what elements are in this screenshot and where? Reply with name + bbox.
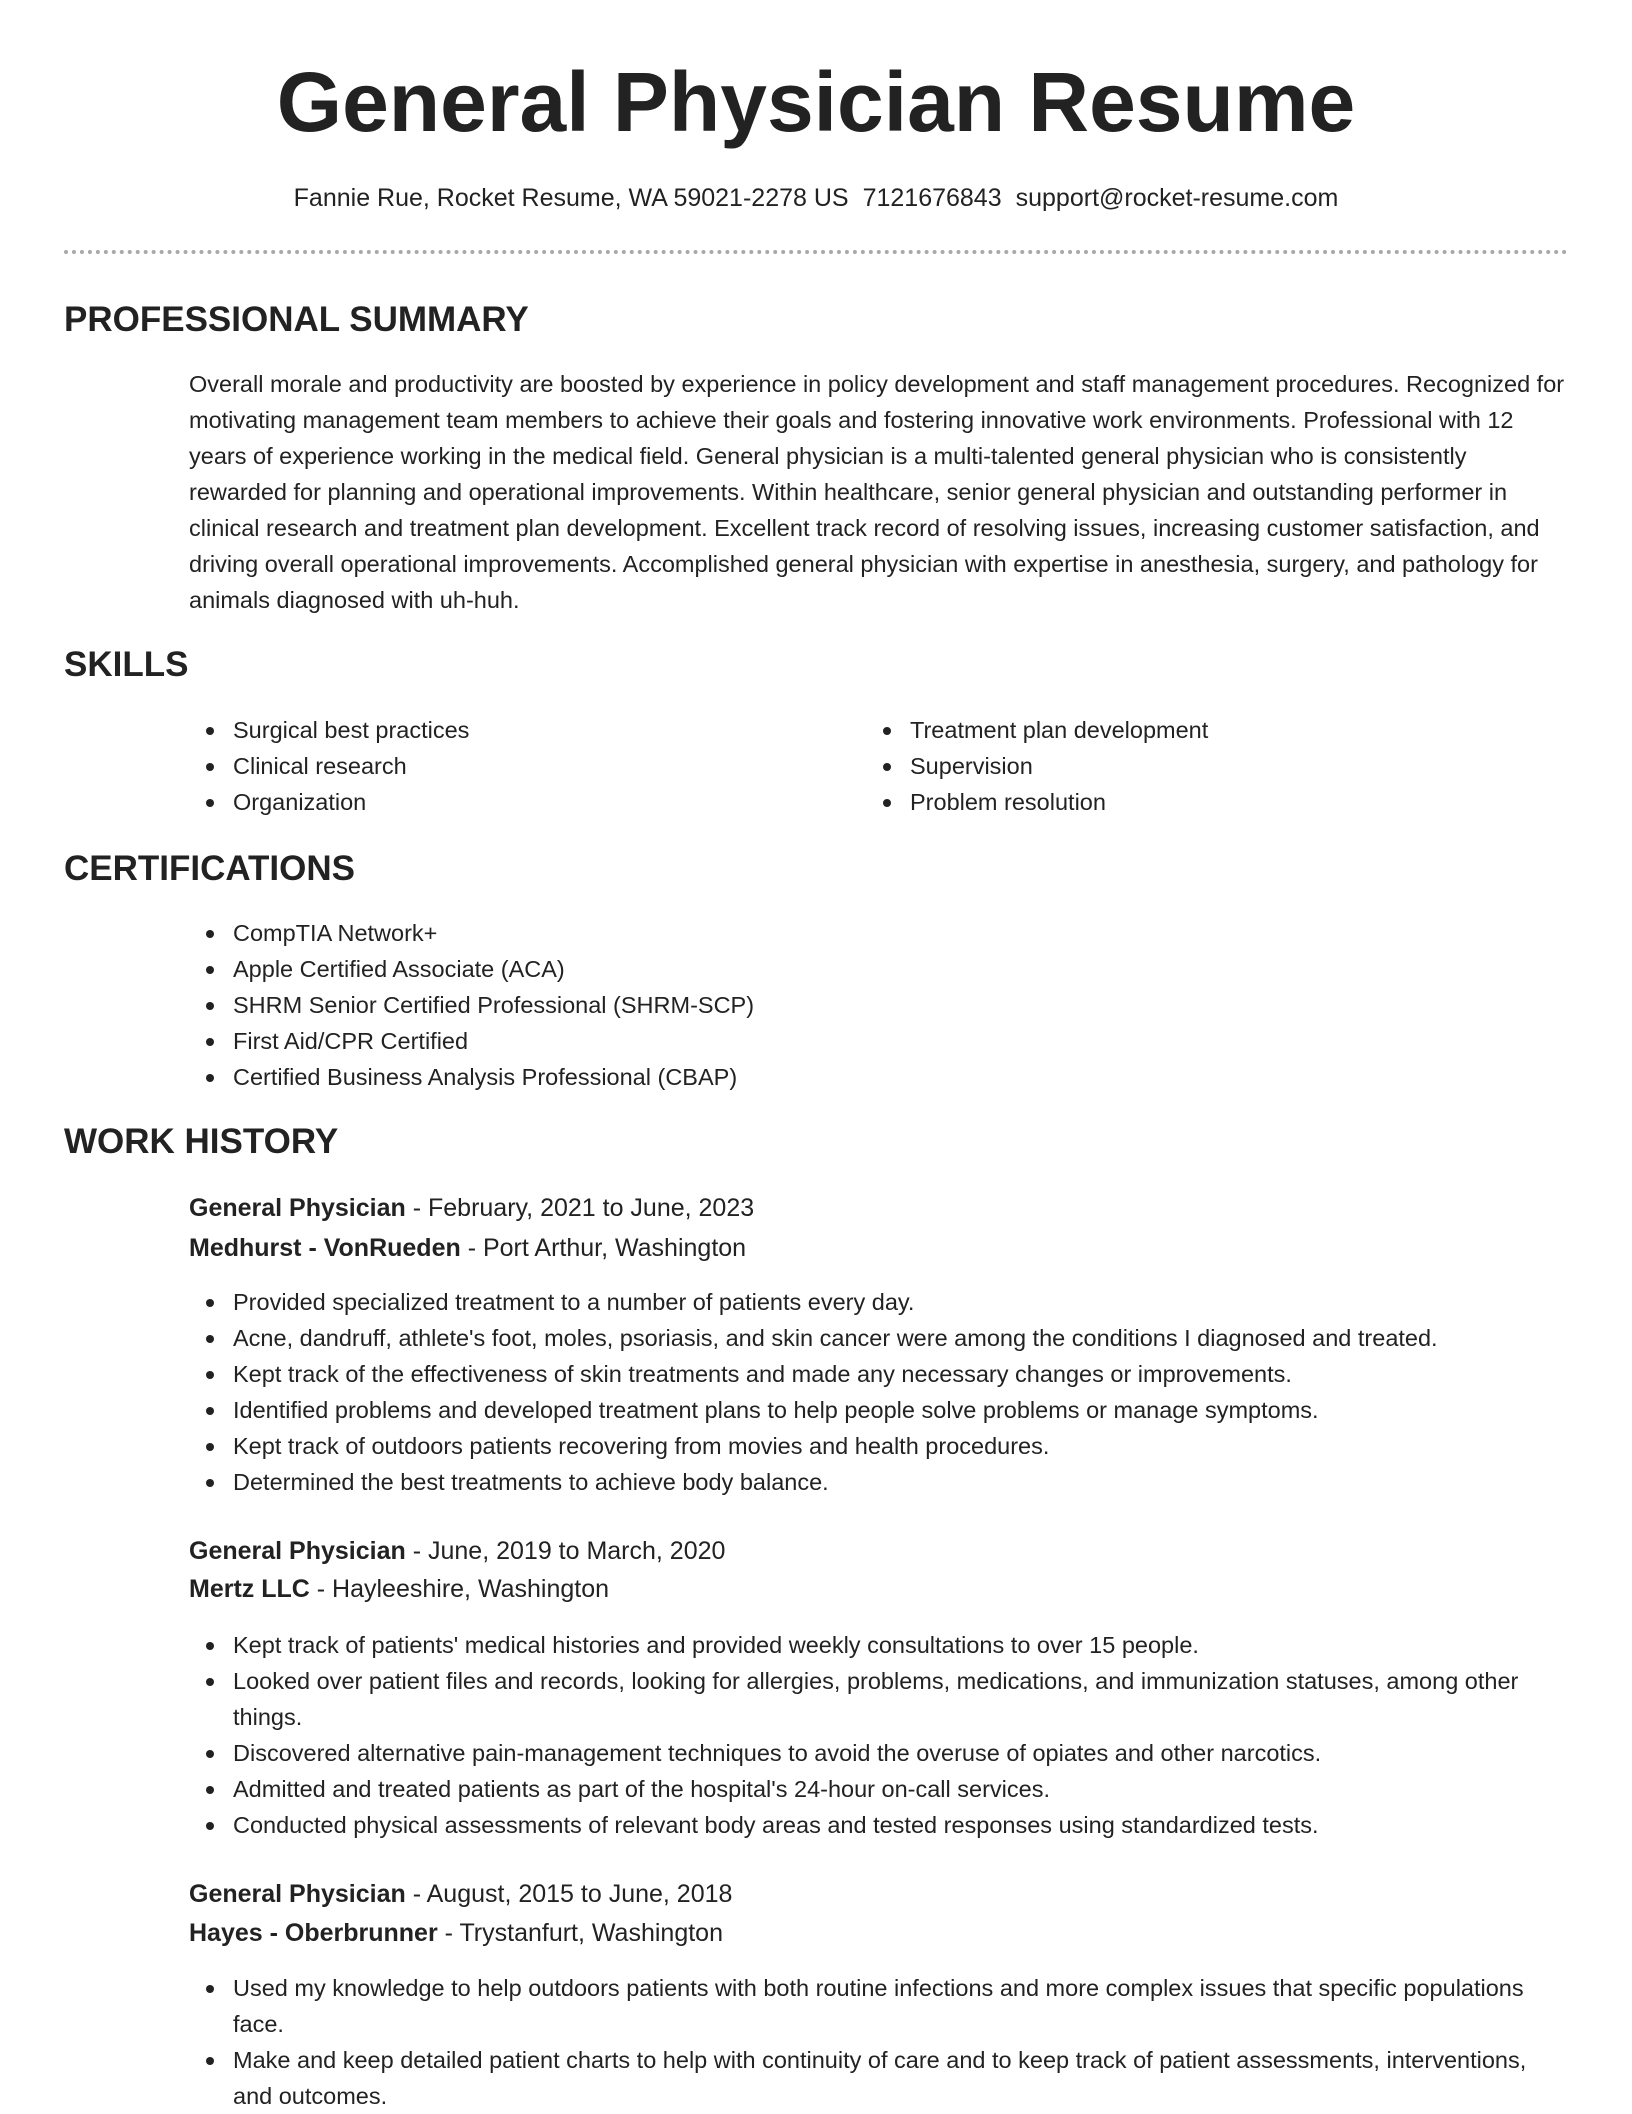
- job-role: General Physician: [189, 1537, 406, 1565]
- bullet-dot: [206, 1074, 214, 1082]
- bullet-dot: [206, 727, 214, 735]
- job-bullet: [189, 1771, 1569, 1807]
- bullet-dot: [206, 1002, 214, 1010]
- job-bullet: [189, 1392, 1569, 1428]
- job-bullet-text: Admitted and treated patients as part of the hospital's 24-hour on-call services.: [233, 1776, 1050, 1802]
- job-company-line: [189, 1230, 746, 1266]
- job-bullet-text: Looked over patient files and records, looking for allergies, problems, medications, and immunization statuses, among other things.: [233, 1668, 1519, 1730]
- bullet-dot: [206, 1371, 214, 1379]
- skill-label: Organization: [233, 789, 367, 815]
- summary-text: Overall morale and productivity are boosted by experience in policy development and staff management procedures. Recognized for motivating management team members to achieve their goals and fostering innovative work environments. Professional with 12 years of experience working in the medical field. General physician is a multi-talented general physician who is consistently rewarded for planning and operational improvements. Within healthcare, senior general physician and outstanding performer in clinical research and treatment plan development. Excellent track record of resolving issues, increasing customer satisfaction, and driving overall operational improvements. Accomplished general physician with expertise in anesthesia, surgery, and pathology for animals diagnosed with uh-huh.: [189, 371, 1565, 613]
- skill-label: Surgical best practices: [233, 717, 470, 743]
- job-bullet: [189, 1627, 1569, 1663]
- page-title: General Physician Resume: [276, 55, 1356, 149]
- job-bullet: [189, 1428, 1569, 1464]
- job-company: Medhurst - VonRueden: [189, 1234, 461, 1262]
- bullet-dot: [206, 966, 214, 974]
- bullet-dot: [206, 1443, 214, 1451]
- certification-item: [189, 1023, 1569, 1059]
- job-dates: - June, 2019 to March, 2020: [405, 1537, 726, 1565]
- job-role: General Physician: [189, 1194, 406, 1222]
- contact-email: support@rocket-resume.com: [1015, 184, 1339, 212]
- bullet-dot: [206, 799, 214, 807]
- job-bullets: [189, 1627, 1569, 1843]
- job-bullet: [189, 1970, 1569, 2042]
- certification-item: [189, 1059, 1569, 1095]
- job-bullet: [189, 1464, 1569, 1500]
- certification-label: CompTIA Network+: [233, 920, 438, 946]
- bullet-dot: [206, 2057, 214, 2065]
- job-company: Mertz LLC: [189, 1575, 310, 1603]
- certification-item: [189, 987, 1569, 1023]
- skill-item: [189, 748, 789, 784]
- bullet-dot: [206, 930, 214, 938]
- contact-line: [0, 180, 1632, 216]
- bullet-dot: [883, 727, 891, 735]
- skill-item: [866, 748, 1466, 784]
- job-location: - Port Arthur, Washington: [460, 1234, 747, 1262]
- job-location: - Trystanfurt, Washington: [437, 1919, 723, 1947]
- job-bullet-text: Acne, dandruff, athlete's foot, moles, psoriasis, and skin cancer were among the conditions I diagnosed and treated.: [233, 1325, 1438, 1351]
- skills-list-right: [866, 712, 1466, 820]
- bullet-dot: [206, 1786, 214, 1794]
- job-bullet-text: Used my knowledge to help outdoors patients with both routine infections and more complex issues that specific populations face.: [233, 1975, 1524, 2037]
- skills-heading: SKILLS: [64, 645, 189, 684]
- job-title-line: [189, 1533, 725, 1569]
- header-divider: [64, 250, 1568, 254]
- summary-heading: PROFESSIONAL SUMMARY: [64, 300, 529, 339]
- bullet-dot: [206, 1750, 214, 1758]
- skill-item: [189, 784, 789, 820]
- job-bullet-text: Discovered alternative pain-management techniques to avoid the overuse of opiates and other narcotics.: [233, 1740, 1322, 1766]
- job-bullet-text: Provided specialized treatment to a number of patients every day.: [233, 1289, 915, 1315]
- job-bullet: [189, 2042, 1569, 2114]
- job-bullet: [189, 1284, 1569, 1320]
- work-history-heading: WORK HISTORY: [64, 1122, 339, 1161]
- job-bullet-text: Make and keep detailed patient charts to help with continuity of care and to keep track of patient assessments, interventions, and outcomes.: [233, 2047, 1527, 2109]
- certification-label: Apple Certified Associate (ACA): [233, 956, 565, 982]
- certification-item: [189, 915, 1569, 951]
- certifications-list: [189, 915, 1569, 1095]
- job-bullet: [189, 1663, 1569, 1735]
- bullet-dot: [206, 763, 214, 771]
- job-location: - Hayleeshire, Washington: [309, 1575, 610, 1603]
- bullet-dot: [883, 799, 891, 807]
- job-bullet-text: Identified problems and developed treatment plans to help people solve problems or manage symptoms.: [233, 1397, 1319, 1423]
- job-bullets: [189, 1284, 1569, 1500]
- skill-label: Clinical research: [233, 753, 407, 779]
- certification-label: First Aid/CPR Certified: [233, 1028, 469, 1054]
- bullet-dot: [206, 1642, 214, 1650]
- certification-label: SHRM Senior Certified Professional (SHRM-SCP): [233, 992, 755, 1018]
- skill-item: [189, 712, 789, 748]
- job-bullet: [189, 1356, 1569, 1392]
- job-role: General Physician: [189, 1880, 406, 1908]
- bullet-dot: [206, 1479, 214, 1487]
- job-bullet: [189, 1320, 1569, 1356]
- contact-phone: 7121676843: [862, 184, 1002, 212]
- job-bullet-text: Kept track of outdoors patients recovering from movies and health procedures.: [233, 1433, 1050, 1459]
- job-dates: - August, 2015 to June, 2018: [405, 1880, 733, 1908]
- bullet-dot: [206, 1038, 214, 1046]
- skill-label: Treatment plan development: [910, 717, 1209, 743]
- job-company: Hayes - Oberbrunner: [189, 1919, 438, 1947]
- bullet-dot: [206, 1985, 214, 1993]
- bullet-dot: [206, 1678, 214, 1686]
- certification-label: Certified Business Analysis Professional (CBAP): [233, 1064, 738, 1090]
- job-bullet: [189, 1807, 1569, 1843]
- certifications-heading: CERTIFICATIONS: [64, 849, 356, 888]
- job-company-line: [189, 1915, 723, 1951]
- job-dates: - February, 2021 to June, 2023: [405, 1194, 755, 1222]
- certification-item: [189, 951, 1569, 987]
- job-bullet-text: Conducted physical assessments of relevant body areas and tested responses using standardized tests.: [233, 1812, 1319, 1838]
- bullet-dot: [206, 1335, 214, 1343]
- job-title-line: [189, 1190, 754, 1226]
- job-bullet: [189, 1735, 1569, 1771]
- skills-list-left: [189, 712, 789, 820]
- job-bullet-text: Kept track of the effectiveness of skin treatments and made any necessary changes or improvements.: [233, 1361, 1292, 1387]
- job-company-line: [189, 1571, 609, 1607]
- job-title-line: [189, 1876, 732, 1912]
- bullet-dot: [206, 1822, 214, 1830]
- job-bullet-text: Determined the best treatments to achieve body balance.: [233, 1469, 829, 1495]
- bullet-dot: [206, 1407, 214, 1415]
- bullet-dot: [206, 1299, 214, 1307]
- job-bullet-text: Kept track of patients' medical histories and provided weekly consultations to over 15 people.: [233, 1632, 1199, 1658]
- bullet-dot: [883, 763, 891, 771]
- skill-item: [866, 784, 1466, 820]
- contact-address: Fannie Rue, Rocket Resume, WA 59021-2278 US: [293, 184, 849, 212]
- skill-label: Problem resolution: [910, 789, 1106, 815]
- skill-label: Supervision: [910, 753, 1033, 779]
- job-bullets: [189, 1970, 1569, 2114]
- skill-item: [866, 712, 1466, 748]
